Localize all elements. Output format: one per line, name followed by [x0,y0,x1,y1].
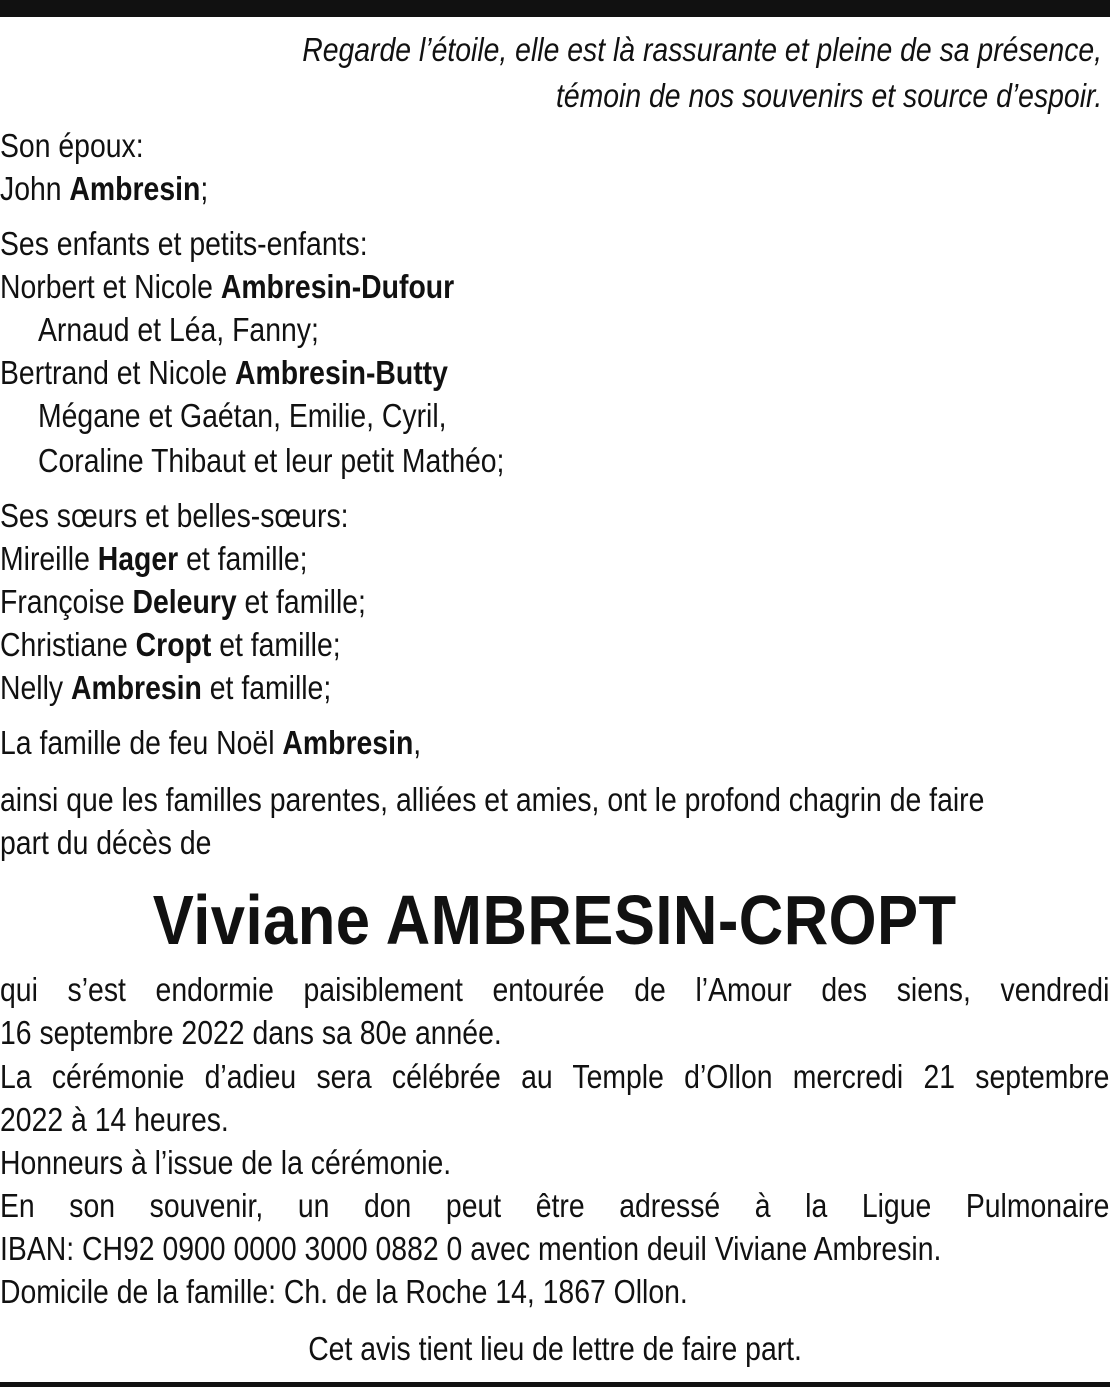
child-family-1-last: Ambresin-Dufour [220,268,455,305]
details-line-8: Domicile de la famille: Ch. de la Roche 14, 1867 Ollon. [0,1273,688,1310]
sister-first-name: Nelly [0,669,71,706]
sister-last-name: Deleury [132,583,237,620]
sister-first-name: Christiane [0,626,136,663]
grandchildren-2b: Coraline Thibaut et leur petit Mathéo; [38,442,505,479]
child-family-1-first: Norbert et Nicole [0,268,221,305]
sister-first-name: Françoise [0,583,133,620]
spouse-last-name: Ambresin [69,170,201,207]
late-family-punctuation: , [413,724,422,761]
grandchildren-1: Arnaud et Léa, Fanny; [38,311,319,348]
sister-rest: et famille; [211,626,341,663]
details-line-7: IBAN: CH92 0900 0000 3000 0882 0 avec mention deuil Viviane Ambresin. [0,1230,942,1267]
sister-item [0,666,955,709]
spouse-heading: Son époux: [0,127,144,164]
grandchildren-2a: Mégane et Gaétan, Emilie, Cyril, [38,397,447,434]
details-line-6: En son souvenir, un don peut être adressé à la Ligue Pulmonaire [0,1187,1110,1224]
late-family-first: La famille de feu Noël [0,724,283,761]
closing-note-text: Cet avis tient lieu de lettre de faire part. [308,1330,802,1367]
child-family-1 [0,265,955,308]
sister-item [0,537,955,580]
details-line-4: 2022 à 14 heures. [0,1101,229,1138]
sister-item [0,580,955,623]
sisters-heading: Ses sœurs et belles-sœurs: [0,497,349,534]
deceased-name [0,878,1110,962]
announcement-line-2: part du décès de [0,824,212,861]
sister-last-name: Cropt [135,626,212,663]
sister-last-name: Ambresin [70,669,202,706]
sister-rest: et famille; [236,583,366,620]
closing-note [0,1327,1110,1370]
details-line-3: La cérémonie d’adieu sera célébrée au Temple d’Ollon mercredi 21 septembre [0,1058,1110,1095]
late-family-line [0,721,955,764]
top-border-rule [0,0,1110,17]
details-line-5: Honneurs à l’issue de la cérémonie. [0,1144,452,1181]
bottom-border-rule [0,1382,1110,1387]
epigraph-line-2: témoin de nos souvenirs et source d’espoir. [555,77,1102,114]
late-family-last: Ambresin [282,724,414,761]
sister-first-name: Mireille [0,540,98,577]
epigraph-line-1: Regarde l’étoile, elle est là rassurante et pleine de sa présence, [302,31,1102,68]
sister-item [0,623,955,666]
sister-rest: et famille; [178,540,308,577]
sister-rest: et famille; [201,669,332,706]
child-family-2 [0,351,955,394]
spouse-punctuation: ; [200,170,209,207]
details-line-2: 16 septembre 2022 dans sa 80e année. [0,1014,502,1051]
sister-last-name: Hager [97,540,179,577]
details-line-1: qui s’est endormie paisiblement entourée de l’Amour des siens, vendredi [0,971,1110,1008]
children-heading: Ses enfants et petits-enfants: [0,225,368,262]
spouse-first-name: John [0,170,70,207]
child-family-2-last: Ambresin-Butty [235,354,448,391]
child-family-2-first: Bertrand et Nicole [0,354,236,391]
announcement-line-1: ainsi que les familles parentes, alliées et amies, ont le profond chagrin de faire [0,781,985,818]
spouse-name [0,167,955,210]
deceased-name-text: Viviane AMBRESIN-CROPT [153,881,957,959]
